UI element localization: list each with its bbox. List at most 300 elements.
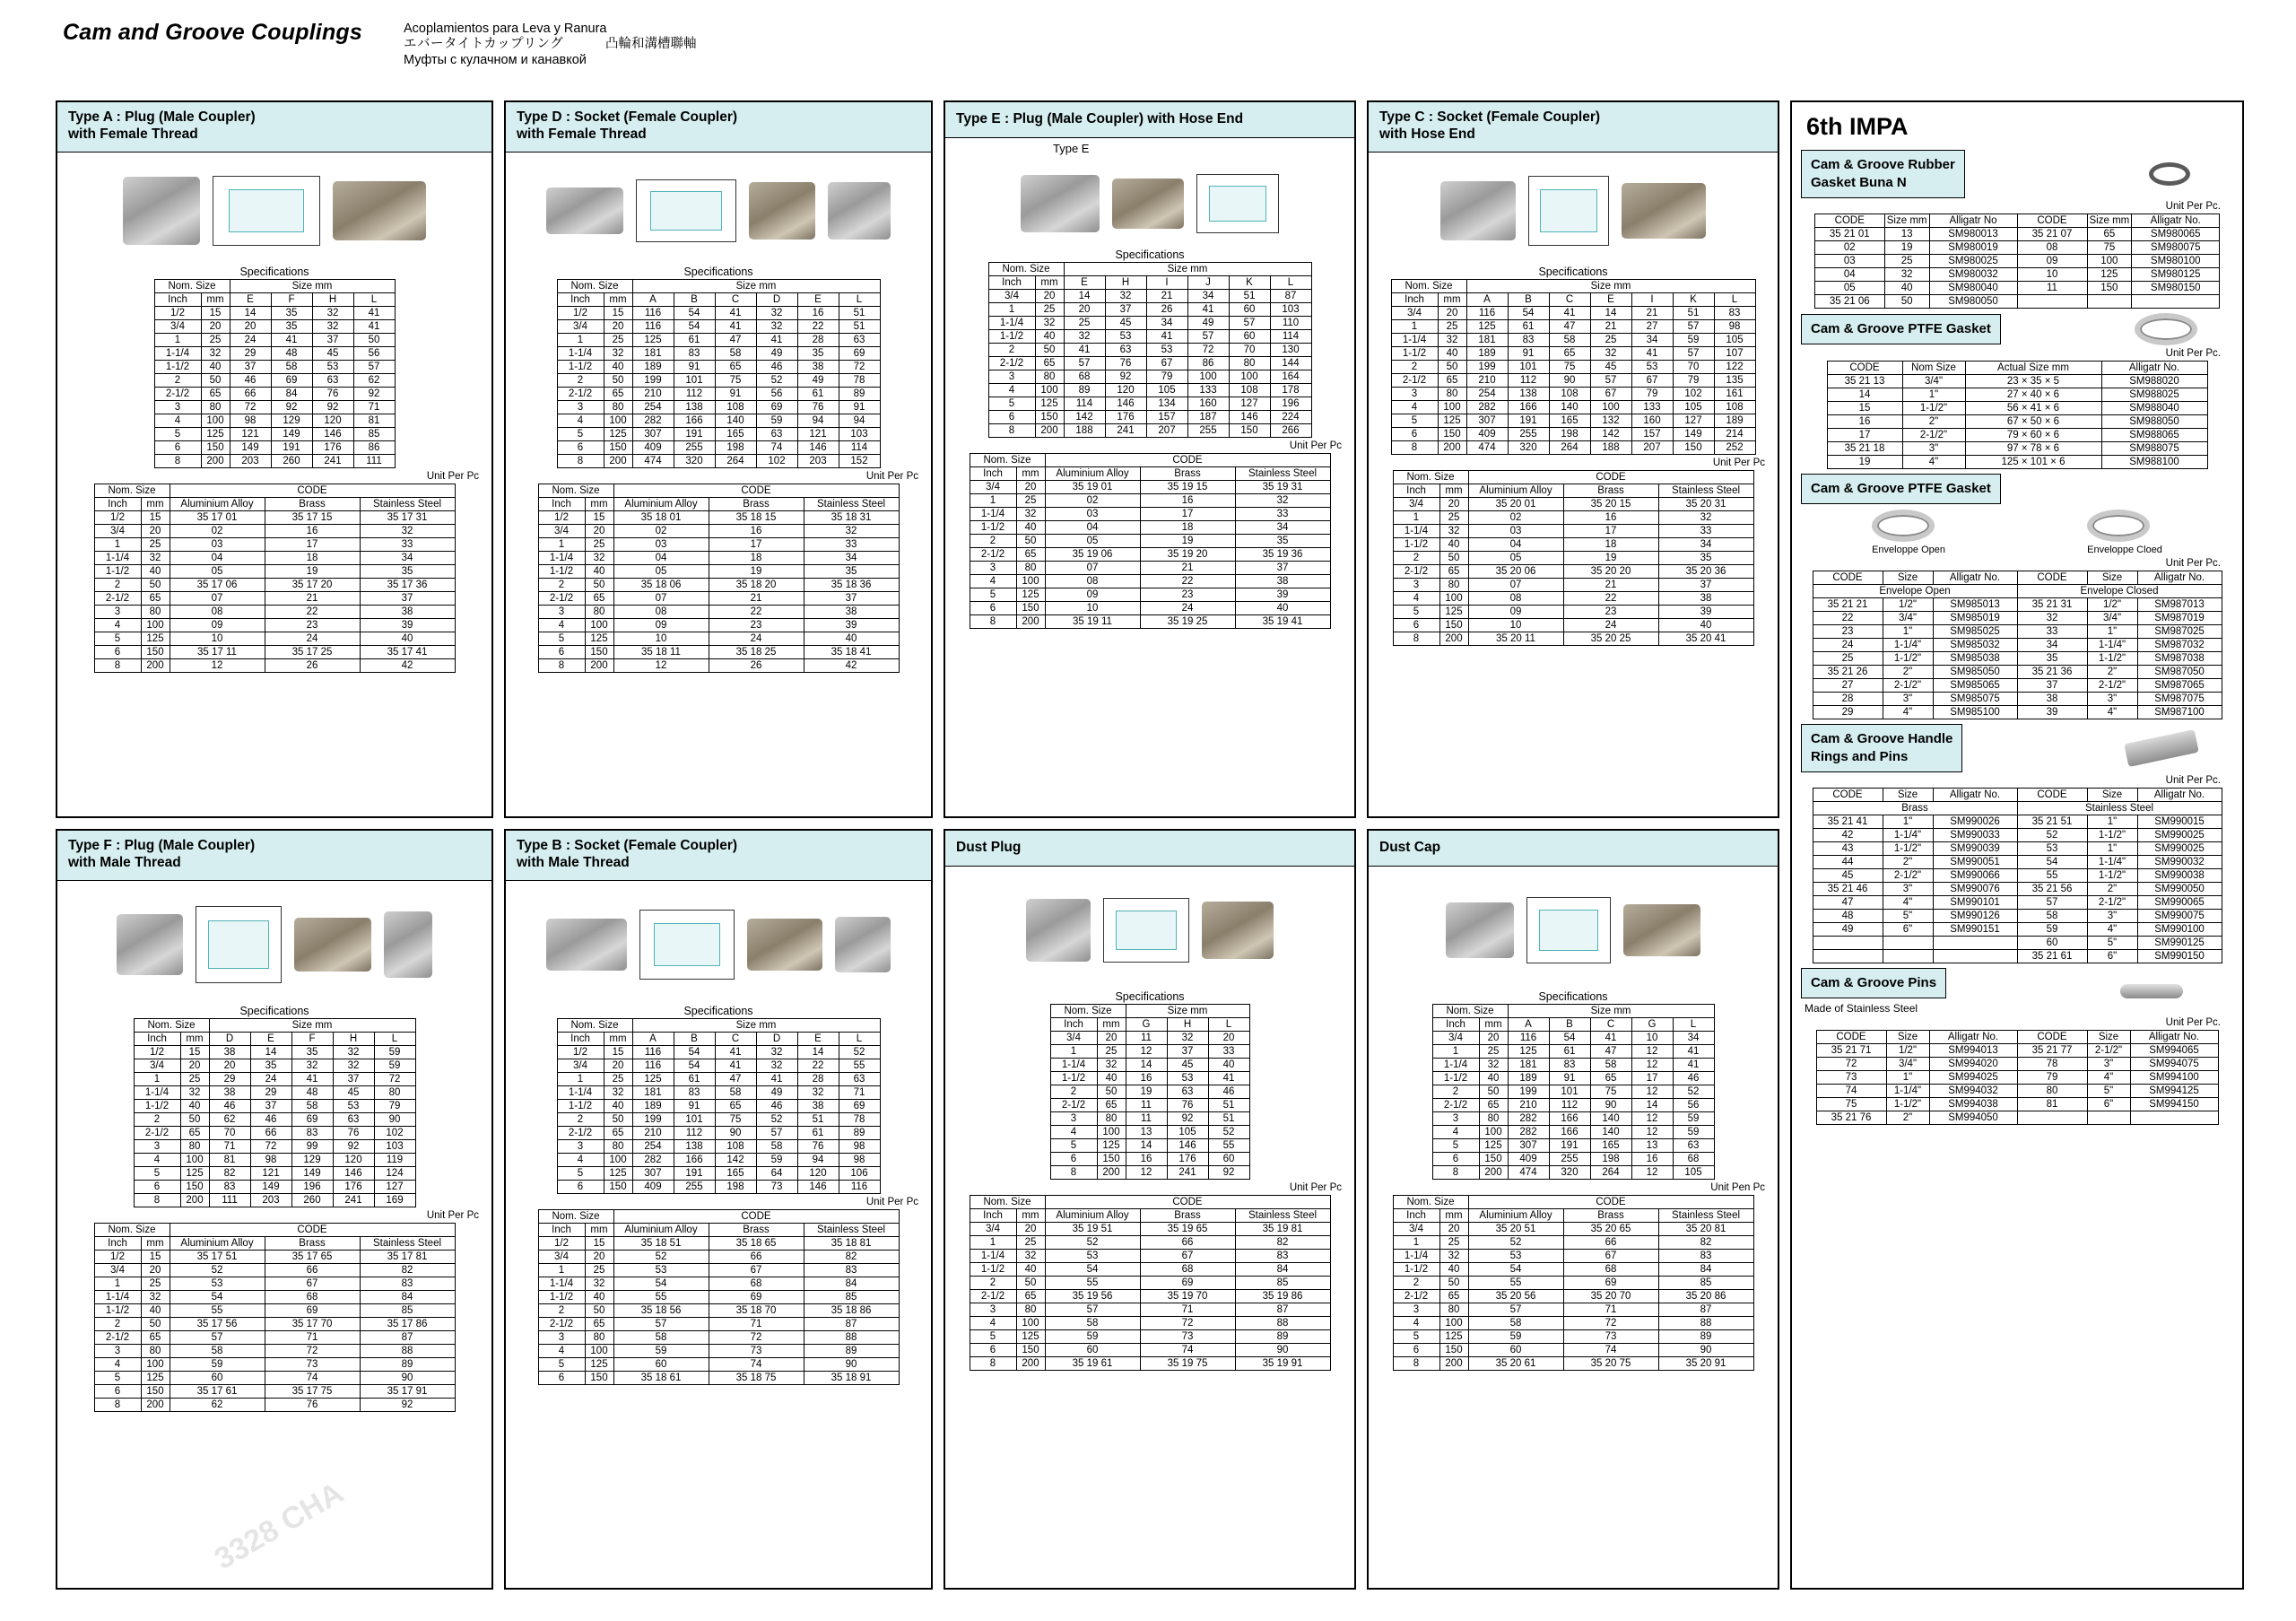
table-cell: L (353, 293, 395, 307)
table-cell: 124 (374, 1167, 415, 1181)
table-cell: 16 (797, 307, 839, 320)
table-row (94, 1372, 455, 1385)
table-cell: 5" (2087, 937, 2137, 950)
table-cell: 3 (557, 1140, 604, 1154)
table-cell: 35 21 76 (1816, 1111, 1886, 1125)
table-cell (2087, 1111, 2130, 1125)
table-cell: 2" (1902, 415, 1965, 429)
table-cell: 1-1/2 (557, 1100, 604, 1113)
table-cell: 3 (94, 1345, 141, 1358)
table-cell: 20 (230, 320, 271, 334)
table-cell: 12 (1631, 1085, 1673, 1099)
table-row (970, 562, 1330, 575)
dimension-diagram (196, 906, 282, 983)
table-row (538, 1372, 899, 1385)
table-cell: 49 (797, 374, 839, 388)
table-cell: 26 (265, 659, 360, 673)
table-row (1391, 307, 1755, 320)
unit-per-pc-label: Unit Per Pc (1289, 1182, 1342, 1193)
ptfe-envelope-table (1801, 571, 2233, 719)
table-cell: 17 (1631, 1072, 1673, 1085)
table-row (538, 646, 899, 659)
table-header-row (94, 498, 455, 511)
table-row (538, 1304, 899, 1318)
table-cell: SM987032 (2137, 639, 2222, 652)
table-cell: 35 19 56 (1045, 1290, 1140, 1303)
table-row (1813, 842, 2222, 856)
table-cell: 35 20 75 (1563, 1357, 1658, 1371)
table-cell: Inch (1393, 1209, 1439, 1223)
table-row (988, 424, 1311, 438)
envelope-closed-icon (2087, 510, 2150, 542)
table-cell: 8 (970, 1357, 1016, 1371)
table-cell: 37 (2017, 679, 2087, 693)
table-cell: E (230, 293, 271, 307)
table-cell: 150 (2087, 282, 2132, 295)
unit-per-pc-label: Unit Per Pc (1289, 440, 1342, 451)
group-right-header: Envelope Closed (2017, 585, 2222, 598)
ptfe-gasket-icon (2135, 313, 2197, 345)
table-cell: 56 (353, 347, 395, 361)
table-cell: 1/2 (557, 1046, 604, 1059)
table-cell: 65 (1016, 1290, 1045, 1303)
table-cell: 27 × 40 × 6 (1965, 388, 2101, 402)
table-cell: 105 (1673, 401, 1714, 414)
table-cell: mm (1479, 1018, 1508, 1032)
table-cell: 66 (1140, 1236, 1235, 1250)
table-cell: SM988040 (2101, 402, 2207, 415)
table-cell: 41 (1146, 330, 1187, 344)
panel-title-line2: with Male Thread (68, 855, 181, 870)
table-cell: 121 (797, 428, 839, 441)
table-cell: 112 (674, 1127, 715, 1140)
table-cell: 121 (250, 1167, 291, 1181)
table-row (1827, 442, 2207, 456)
table-cell: 189 (632, 1100, 674, 1113)
table-row (970, 1277, 1330, 1290)
table-cell: 41 (1208, 1072, 1249, 1085)
table-cell: 70 (209, 1127, 250, 1140)
table-cell: 125 (1439, 1330, 1468, 1344)
table-cell: 3/4 (134, 1059, 180, 1073)
table-cell: 75 (1590, 1085, 1631, 1099)
panel-title-type-d (506, 102, 931, 153)
table-cell: C (715, 293, 756, 307)
table-row (557, 414, 880, 428)
table-cell: 20 (1035, 290, 1064, 303)
table-cell: 2-1/2 (988, 357, 1035, 370)
table-row (557, 441, 880, 455)
table-cell: Alligatr No. (2101, 362, 2207, 375)
panel-title-type-b (506, 831, 931, 881)
table-cell: 5 (134, 1167, 180, 1181)
table-row (1813, 856, 2222, 869)
table-cell (2087, 295, 2132, 309)
table-row (1813, 652, 2222, 666)
table-cell: 1" (2087, 625, 2137, 639)
table-row (94, 565, 455, 579)
table-cell: 176 (1167, 1153, 1208, 1166)
table-cell (1933, 950, 2017, 963)
table-header-row (1393, 1196, 1753, 1209)
table-cell: Alligatr No. (2137, 571, 2222, 585)
table-cell: 90 (715, 1127, 756, 1140)
table-cell: 14 (1126, 1139, 1167, 1153)
table-cell: 24 (1563, 619, 1658, 632)
table-cell: 98 (839, 1154, 880, 1167)
table-cell: 21 (1146, 290, 1187, 303)
table-cell: 27 (1813, 679, 1883, 693)
table-cell: SM988100 (2101, 456, 2207, 469)
table-cell: 80 (141, 1345, 170, 1358)
table-cell: 40 (1884, 282, 1929, 295)
impa-table (1816, 1030, 2219, 1125)
table-cell: CODE (1813, 571, 1883, 585)
table-cell: 35 20 36 (1658, 565, 1753, 579)
table-cell: L (1673, 1018, 1714, 1032)
table-cell: 32 (604, 1086, 632, 1100)
product-photo (1026, 899, 1091, 962)
spec-table (154, 279, 396, 468)
spec-table-type-b (506, 1018, 931, 1194)
nom-size-header: Nom. Size (557, 1019, 632, 1033)
panel-title-line2: with Hose End (1379, 126, 1475, 142)
table-cell: 307 (632, 428, 674, 441)
table-cell: 35 (2017, 652, 2087, 666)
table-cell: 38 (360, 606, 455, 619)
table-cell: 85 (1658, 1277, 1753, 1290)
table-row (970, 494, 1330, 508)
table-cell: 1-1/4 (970, 1250, 1016, 1263)
table-cell: 181 (1508, 1059, 1549, 1072)
nom-size-header: Nom. Size (970, 454, 1045, 467)
table-cell: 57 (2017, 896, 2087, 910)
table-row (1816, 1085, 2218, 1098)
table-cell: Inch (557, 1033, 604, 1046)
table-cell: 149 (230, 441, 271, 455)
table-cell: 4" (2087, 1071, 2130, 1085)
table-cell (2017, 295, 2087, 309)
table-cell: 35 17 15 (265, 511, 360, 525)
product-images-type-b (506, 886, 931, 1003)
table-cell: 65 (1479, 1099, 1508, 1112)
table-cell: 2 (134, 1113, 180, 1127)
table-cell: 47 (1813, 896, 1883, 910)
table-cell: 4 (538, 619, 585, 632)
table-cell: 1" (1883, 815, 1933, 829)
table-row (538, 565, 899, 579)
table-cell: 6" (2087, 950, 2137, 963)
table-cell: 71 (209, 1140, 250, 1154)
table-cell: 6 (557, 441, 604, 455)
table-cell: 80 (1439, 579, 1468, 592)
table-cell: 60 (1229, 303, 1270, 317)
table-row (154, 374, 395, 388)
table-cell: 35 21 26 (1813, 666, 1883, 679)
code-table (538, 484, 900, 673)
table-cell: 14 (1631, 1099, 1673, 1112)
product-photo (749, 182, 815, 240)
table-cell: 6 (134, 1181, 180, 1194)
table-cell: 188 (1064, 424, 1105, 438)
table-cell: 106 (839, 1167, 880, 1181)
table-row (154, 414, 395, 428)
table-cell: 1 (94, 1277, 141, 1291)
table-cell: 63 (1673, 1139, 1714, 1153)
table-cell: 35 20 20 (1563, 565, 1658, 579)
table-cell: 5 (94, 632, 141, 646)
table-cell: 35 20 86 (1658, 1290, 1753, 1303)
table-row (1813, 896, 2222, 910)
table-cell: 4 (1050, 1126, 1097, 1139)
table-cell: SM985075 (1933, 693, 2017, 706)
table-cell: 1-1/4 (1391, 334, 1438, 347)
table-cell: 4 (970, 1317, 1016, 1330)
table-cell: 38 (209, 1086, 250, 1100)
table-cell: 4 (1393, 1317, 1439, 1330)
table-cell: 97 × 78 × 6 (1965, 442, 2101, 456)
table-cell: 100 (1187, 370, 1229, 384)
table-cell: 57 (1229, 317, 1270, 330)
table-cell: 15 (141, 1251, 170, 1264)
envelope-icons (1801, 510, 2233, 555)
table-cell: 67 (1631, 374, 1673, 388)
table-cell: Aluminium Alloy (613, 1224, 709, 1237)
table-cell: 1-1/2 (1393, 1263, 1439, 1277)
table-cell: 68 (1673, 1153, 1714, 1166)
table-cell: 35 (1658, 552, 1753, 565)
table-cell (2130, 1111, 2218, 1125)
table-cell: 61 (674, 334, 715, 347)
table-cell: 200 (585, 659, 613, 673)
product-photo (1202, 902, 1274, 959)
table-row (1391, 347, 1755, 361)
unit-per-pc-label: Unit Per Pc. (2165, 1017, 2221, 1028)
table-cell: 28 (797, 334, 839, 347)
table-cell: 149 (250, 1181, 291, 1194)
table-cell: 1" (2087, 842, 2137, 856)
table-cell: 20 (1064, 303, 1105, 317)
impa-table (1827, 361, 2208, 469)
table-cell: 58 (715, 347, 756, 361)
table-cell: 53 (2017, 842, 2087, 856)
table-cell: 54 (1549, 1032, 1590, 1045)
table-row (1814, 282, 2219, 295)
table-cell: 2-1/2 (970, 548, 1016, 562)
table-cell: 59 (1673, 334, 1714, 347)
table-cell: 90 (1658, 1344, 1753, 1357)
table-cell: 3 (1393, 1303, 1439, 1317)
table-cell: 11 (2017, 282, 2087, 295)
table-row (988, 317, 1311, 330)
table-cell: SM990101 (1933, 896, 2017, 910)
table-cell: 46 (756, 361, 797, 374)
table-cell (1813, 950, 1883, 963)
table-cell (2132, 295, 2220, 309)
table-cell: 52 (756, 1113, 797, 1127)
table-row (1391, 374, 1755, 388)
table-cell: 102 (374, 1127, 415, 1140)
table-header-row (94, 484, 455, 498)
table-cell: 112 (674, 388, 715, 401)
table-cell: 1/2 (134, 1046, 180, 1059)
table-cell: 203 (797, 455, 839, 468)
table-cell: Size (1886, 1031, 1929, 1044)
nom-size-header: Nom. Size (94, 1224, 170, 1237)
table-cell: 67 × 50 × 6 (1965, 415, 2101, 429)
table-cell: 21 (1563, 579, 1658, 592)
table-cell: 1-1/4" (1886, 1085, 1929, 1098)
table-cell: 63 (1167, 1085, 1208, 1099)
table-cell: Size (2087, 1031, 2130, 1044)
table-cell: Alligatr No. (2130, 1031, 2218, 1044)
table-cell: 1 (1432, 1045, 1479, 1059)
table-cell: 200 (1439, 632, 1468, 646)
section-title-ptfe-gasket: Cam & Groove PTFE Gasket (1801, 314, 2001, 344)
table-cell: 45 (1105, 317, 1146, 330)
table-group-row (1813, 802, 2222, 815)
table-cell: 2 (154, 374, 201, 388)
table-cell: 178 (1270, 384, 1311, 397)
table-cell: A (632, 1033, 674, 1046)
table-row (538, 632, 899, 646)
table-cell: 2-1/2" (2087, 1044, 2130, 1058)
table-cell: 35 17 25 (265, 646, 360, 659)
table-cell: 46 (230, 374, 271, 388)
table-cell: B (674, 293, 715, 307)
table-cell: 6 (1391, 428, 1438, 441)
table-cell: 189 (1714, 414, 1755, 428)
table-cell: 72 (1187, 344, 1229, 357)
table-cell: Alligatr No. (1933, 571, 2017, 585)
table-cell: 12 (1631, 1045, 1673, 1059)
pin-icon (2120, 984, 2183, 998)
table-cell: 48 (271, 347, 312, 361)
table-cell: C (1549, 293, 1590, 307)
table-cell: K (1673, 293, 1714, 307)
table-cell: 05 (1468, 552, 1563, 565)
table-cell: 73 (1816, 1071, 1886, 1085)
table-cell: 32 (1167, 1032, 1208, 1045)
table-cell: 18 (1140, 521, 1235, 535)
table-cell: 34 (1658, 538, 1753, 552)
table-cell: 3/4 (988, 290, 1035, 303)
table-cell: 105 (1146, 384, 1187, 397)
table-cell: 189 (1508, 1072, 1549, 1085)
table-row (970, 1303, 1330, 1317)
table-cell: 101 (674, 1113, 715, 1127)
table-cell: 67 (1146, 357, 1187, 370)
table-cell: 72 (250, 1140, 291, 1154)
table-cell: 100 (585, 1345, 613, 1358)
table-cell: 02 (1814, 241, 1884, 255)
product-photo (828, 182, 891, 240)
table-cell: 05 (1814, 282, 1884, 295)
table-cell: 80 (1438, 388, 1466, 401)
table-row (1432, 1032, 1714, 1045)
table-cell: 35 18 36 (804, 579, 899, 592)
table-cell: 35 21 01 (1814, 228, 1884, 241)
table-cell: 08 (1045, 575, 1140, 588)
table-row (970, 588, 1330, 602)
table-cell: 14 (1590, 307, 1631, 320)
table-cell: 241 (312, 455, 353, 468)
table-cell: 1 (1393, 511, 1439, 525)
table-cell: 2 (538, 1304, 585, 1318)
table-cell: 181 (1466, 334, 1508, 347)
table-cell: SM988025 (2101, 388, 2207, 402)
table-cell: 51 (839, 307, 880, 320)
table-cell: Alligatr No (1929, 214, 2017, 228)
table-cell: 52 (1208, 1126, 1249, 1139)
table-cell: 19 (265, 565, 360, 579)
table-cell: 76 (797, 401, 839, 414)
table-cell: SM980150 (2132, 282, 2220, 295)
table-cell: 14 (230, 307, 271, 320)
table-cell: 29 (209, 1073, 250, 1086)
table-cell: SM980100 (2132, 255, 2220, 268)
table-cell: 63 (312, 374, 353, 388)
table-cell: 90 (374, 1113, 415, 1127)
table-cell: C (1590, 1018, 1631, 1032)
table-cell: SM994013 (1929, 1044, 2017, 1058)
table-cell: 152 (839, 455, 880, 468)
table-cell: 75 (715, 374, 756, 388)
table-cell: 25 (1016, 494, 1045, 508)
table-cell: 282 (1508, 1126, 1549, 1139)
table-cell: 150 (1479, 1153, 1508, 1166)
table-cell: 59 (1673, 1112, 1714, 1126)
table-cell: 80 (201, 401, 230, 414)
table-cell: Inch (970, 467, 1016, 481)
table-row (557, 1181, 880, 1194)
table-cell: 40 (804, 632, 899, 646)
table-row (988, 330, 1311, 344)
table-cell: 3/4 (1391, 307, 1438, 320)
table-cell: 35 19 11 (1045, 615, 1140, 629)
table-cell: E (797, 293, 839, 307)
size-mm-header: Size mm (230, 280, 395, 293)
table-cell: 100 (604, 414, 632, 428)
table-row (1391, 401, 1755, 414)
table-cell: 21 (1140, 562, 1235, 575)
table-cell: 86 (353, 441, 395, 455)
page-title: Cam and Groove Couplings (63, 20, 362, 45)
table-cell: 87 (804, 1318, 899, 1331)
table-cell: SM994125 (2130, 1085, 2218, 1098)
table-row (970, 1317, 1330, 1330)
table-cell: 254 (1466, 388, 1508, 401)
table-cell: 25 (1016, 1236, 1045, 1250)
table-cell: 83 (209, 1181, 250, 1194)
table-cell: 116 (632, 1046, 674, 1059)
group-right-header: Stainless Steel (2017, 802, 2222, 815)
table-cell: 3/4 (557, 1059, 604, 1073)
table-cell: 1-1/2 (154, 361, 201, 374)
table-cell: 32 (1235, 494, 1330, 508)
table-cell: Brass (265, 498, 360, 511)
nom-size-header: Nom. Size (557, 280, 632, 293)
table-cell: 90 (1549, 374, 1590, 388)
table-cell: 241 (1105, 424, 1146, 438)
table-row (988, 384, 1311, 397)
table-cell: 125 (1438, 414, 1466, 428)
table-cell: CODE (2017, 1031, 2087, 1044)
panel-type-a (56, 100, 493, 818)
table-cell: 81 (209, 1154, 250, 1167)
table-cell: 72 (230, 401, 271, 414)
product-photo (384, 911, 432, 978)
